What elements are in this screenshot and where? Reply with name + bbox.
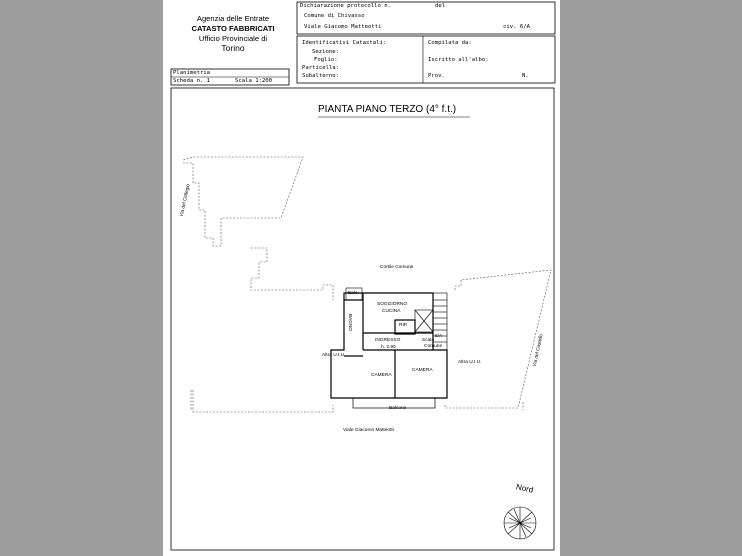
scala-label: Scala 1:200 xyxy=(235,78,273,84)
cortile-label: Cortile Comune xyxy=(380,265,414,270)
rip-label: RIP. xyxy=(399,323,408,328)
comune-label: Comune di Chivasso xyxy=(304,13,365,19)
cadastral-sheet xyxy=(163,0,560,556)
sheet-lines xyxy=(163,0,560,556)
scala-comune-label-2: Comune xyxy=(424,344,443,349)
prov-label: Prov. xyxy=(428,73,445,79)
agency-line3: Ufficio Provinciale di xyxy=(198,34,268,43)
del-label: del xyxy=(435,3,446,9)
via-castello-label: Via del Castello xyxy=(532,333,545,368)
identificativi-label: Identificativi Catastali: xyxy=(302,40,387,46)
dichiarazione-label: Dichiarazione protocollo n. xyxy=(300,3,391,9)
sa-label: 6/A xyxy=(435,334,443,339)
viale-label: Viale Giacomo Matteotti xyxy=(343,428,394,433)
planimetria-label: Planimetria xyxy=(173,70,211,76)
particella-label: Particella: xyxy=(302,65,340,71)
compilata-label: Compilata da: xyxy=(428,40,472,46)
scala-comune-label-1: Scala xyxy=(422,338,434,343)
via-label: Viale Giacomo Matteotti xyxy=(304,24,382,30)
foglio-label: Foglio: xyxy=(314,57,338,63)
iscritto-label: Iscritto all'albo: xyxy=(428,57,489,63)
sezione-label: Sezione: xyxy=(312,49,339,55)
camera1-label: CAMERA xyxy=(371,373,392,378)
subalterno-label: Subalterno: xyxy=(302,73,340,79)
agency-line2: CATASTO FABBRICATI xyxy=(191,24,275,33)
nord-label: Nord xyxy=(515,482,535,495)
camera2-label: CAMERA xyxy=(412,368,433,373)
altra-uiu-right-label: Altra U.I.U. xyxy=(458,360,482,365)
civ-label: civ. 6/A xyxy=(503,24,530,30)
height-label: h. 2.90 xyxy=(381,345,396,350)
bagno-label: BAGNO xyxy=(347,313,353,332)
plan-title: PIANTA PIANO TERZO (4° f.t.) xyxy=(318,104,457,115)
balcone-label: Balcone xyxy=(389,406,407,411)
agency-line4: Torino xyxy=(221,43,245,53)
agency-line1: Agenzia delle Entrate xyxy=(196,14,270,23)
ingresso-label: INGRESSO xyxy=(375,338,401,343)
balc-top-label: Balc. xyxy=(348,291,359,296)
via-collegio-label: Via del Collegio xyxy=(179,183,192,218)
scheda-label: Scheda n. 1 xyxy=(173,78,211,84)
n-label: N. xyxy=(522,73,529,79)
soggiorno-label: SOGGIORNO xyxy=(377,302,408,307)
cucina-label: CUCINA xyxy=(382,309,401,314)
altra-uiu-left-label: Altra U.I.U. xyxy=(322,353,346,358)
